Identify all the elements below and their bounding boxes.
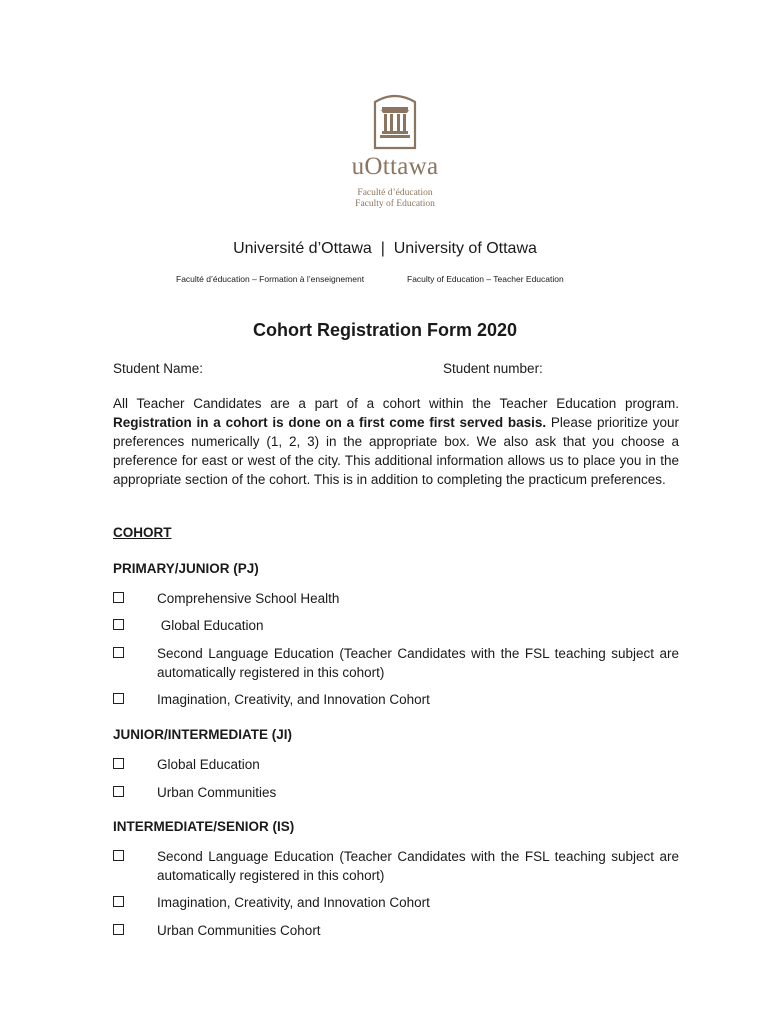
checkbox[interactable] — [113, 850, 124, 861]
checkbox[interactable] — [113, 758, 124, 769]
is-heading: INTERMEDIATE/SENIOR (IS) — [113, 819, 295, 834]
option-label: Global Education — [157, 618, 264, 633]
uottawa-logo — [345, 88, 445, 220]
intro-text-bold: Registration in a cohort is done on a first come first served basis. — [113, 415, 547, 430]
building-icon — [371, 88, 419, 150]
checkbox[interactable] — [113, 592, 124, 603]
checkbox[interactable] — [113, 786, 124, 797]
option-label: Global Education — [157, 757, 260, 772]
pj-heading: PRIMARY/JUNIOR (PJ) — [113, 561, 259, 576]
intro-text-2: Please prioritize your preferences numerically (1, 2, 3) in the appropriate box. We also ask that you choose a preference for east or west of the city. This additional information allows us to place you in the appropriate section of the cohort. This is in addition to completing the practicum preferences. — [113, 415, 679, 487]
logo-wordmark: uOttawa — [351, 153, 439, 180]
option-label: Comprehensive School Health — [157, 591, 340, 606]
option-label: Second Language Education (Teacher Candidates with the FSL teaching subject are automatically registered in this cohort) — [157, 646, 679, 680]
option-label: Imagination, Creativity, and Innovation Cohort — [157, 692, 430, 707]
student-number-label: Student number: — [443, 361, 543, 376]
form-title: Cohort Registration Form 2020 — [252, 320, 518, 340]
checkbox[interactable] — [113, 647, 124, 658]
faculty-line-fr: Faculté d’éducation – Formation à l’enseignement — [176, 274, 365, 284]
ji-heading: JUNIOR/INTERMEDIATE (JI) — [113, 727, 293, 742]
checkbox[interactable] — [113, 619, 124, 630]
logo-faculty-fr: Faculté d’éducation — [357, 188, 433, 198]
faculty-line-en: Faculty of Education – Teacher Education — [407, 274, 564, 284]
logo-faculty-en: Faculty of Education — [355, 199, 435, 209]
checkbox[interactable] — [113, 924, 124, 935]
cohort-heading: COHORT — [113, 525, 172, 540]
option-label: Urban Communities — [157, 785, 277, 800]
checkbox[interactable] — [113, 896, 124, 907]
intro-paragraph — [113, 394, 679, 489]
option-label: Imagination, Creativity, and Innovation Cohort — [157, 895, 430, 910]
student-name-label: Student Name: — [113, 361, 204, 376]
option-label: Second Language Education (Teacher Candidates with the FSL teaching subject are automatically registered in this cohort) — [157, 849, 679, 883]
checkbox[interactable] — [113, 693, 124, 704]
option-label: Urban Communities Cohort — [157, 923, 321, 938]
university-title: Université d’Ottawa | University of Ottawa — [233, 240, 537, 257]
intro-text-1: All Teacher Candidates are a part of a cohort within the Teacher Education program. — [113, 396, 679, 411]
